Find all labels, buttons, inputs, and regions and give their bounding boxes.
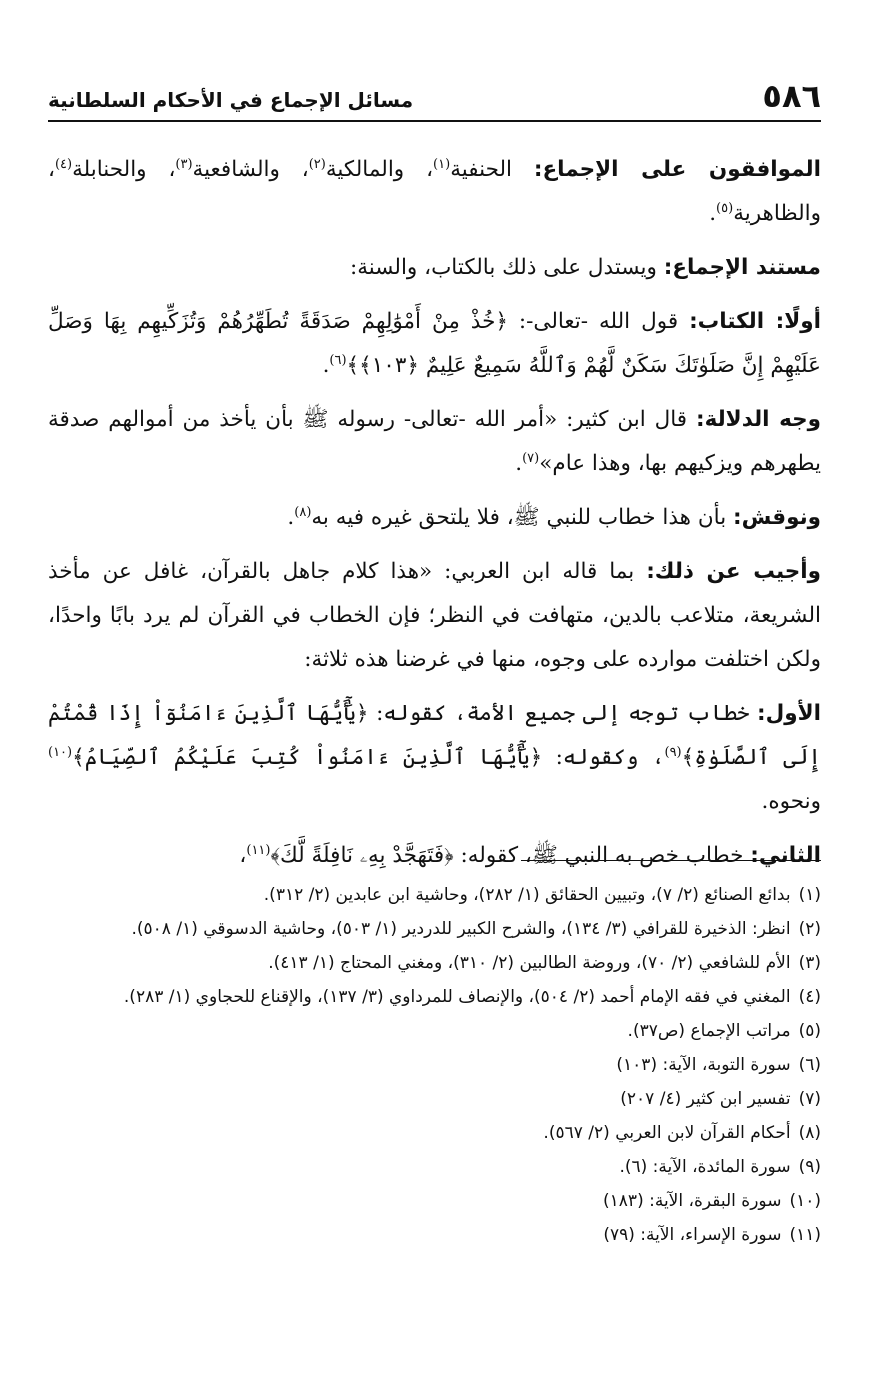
quran-verse: ﴿يَٰٓأَيُّهَا ٱلَّذِينَ ءَامَنُوٓاْ إِذَا قُمْتُمْ إِلَى ٱلصَّلَوٰةِ﴾ <box>48 701 822 770</box>
text: . <box>515 451 523 476</box>
text: . <box>287 505 295 530</box>
text: الحنفية <box>450 157 534 182</box>
footnote-ref: (٤) <box>54 156 73 172</box>
lead-evidence: وجه الدلالة: <box>695 407 822 432</box>
footnote-text: بدائع الصنائع (٢/ ٧)، وتبيين الحقائق (١/ ٢٨٢)، وحاشية ابن عابدين (٢/ ٣١٢). <box>263 885 791 905</box>
footnote-item <box>48 1186 821 1216</box>
lead-book: أولًا: الكتاب: <box>689 309 821 334</box>
main-text <box>48 148 821 888</box>
paragraph-evidence <box>48 398 821 486</box>
text: ، والظاهرية <box>48 157 821 226</box>
footnote-text: تفسير ابن كثير (٤/ ٢٠٧) <box>620 1089 791 1109</box>
footnote-number: (٥) <box>798 1021 821 1041</box>
footnote-number: (٩) <box>798 1157 821 1177</box>
text: خطاب توجه إلى جميع الأمة، كقوله: <box>368 701 757 726</box>
text: ، وكقوله: <box>542 745 665 770</box>
footnote-number: (٤) <box>798 987 821 1007</box>
footnote-ref: (٩) <box>664 744 682 760</box>
lead-objection: ونوقش: <box>733 505 821 530</box>
footnote-number: (٣) <box>798 953 821 973</box>
text: بما قاله ابن العربي: «هذا كلام جاهل بالقرآن، غافل عن مأخذ الشريعة، متلاعب بالدين، متهافت في النظر؛ فإن الخطاب في القرآن لم يرد بابًا واحدًا، ولكن اختلفت موارده على وجوه، منها في غرضنا هذه ثلاثة: <box>48 559 821 672</box>
footnote-ref: (١) <box>433 156 451 172</box>
text: قول الله -تعالى-: <box>507 309 690 334</box>
footnote-number: (٧) <box>798 1089 821 1109</box>
paragraph-objection <box>48 496 821 540</box>
text: . <box>709 201 717 226</box>
footnote-item <box>48 1220 821 1250</box>
paragraph-book <box>48 300 821 388</box>
paragraph-first <box>48 692 821 824</box>
footnote-item <box>48 982 821 1012</box>
paragraph-supporters <box>48 148 821 236</box>
footnote-item <box>48 1016 821 1046</box>
paragraph-second <box>48 834 821 878</box>
quran-verse: ﴿خُذْ مِنْ أَمْوَٰلِهِمْ صَدَقَةً تُطَهِّرُهُمْ وَتُزَكِّيهِم بِهَا وَصَلِّ عَلَيْهِمْ إِنَّ صَلَوٰتَكَ سَكَنٌ لَّهُمْ وَٱللَّهُ سَمِيعٌ عَلِيمٌ ﴿١٠٣﴾﴾ <box>48 309 821 378</box>
lead-second: الثاني: <box>750 843 821 868</box>
footnote-text: الأم للشافعي (٢/ ٧٠)، وروضة الطالبين (٢/ ٣١٠)، ومغني المحتاج (١/ ٤١٣). <box>268 953 791 973</box>
footnote-ref: (٧) <box>522 450 540 466</box>
footnote-ref: (٥) <box>716 200 734 216</box>
text: قال ابن كثير: «أمر الله -تعالى- رسوله ﷺ بأن يأخذ من أموالهم صدقة يطهرهم ويزكيهم بها، وهذا عام» <box>48 407 821 476</box>
footnote-text: سورة البقرة، الآية: (١٨٣) <box>603 1191 782 1211</box>
footnote-text: سورة المائدة، الآية: (٦). <box>619 1157 791 1177</box>
page-header <box>48 77 821 122</box>
text: ، والشافعية <box>192 157 309 182</box>
footnote-number: (٨) <box>798 1123 821 1143</box>
text: خطاب خص به النبي ﷺ، كقوله: <box>453 843 751 868</box>
text: ويستدل على ذلك بالكتاب، والسنة: <box>349 255 664 280</box>
footnote-text: سورة الإسراء، الآية: (٧٩) <box>603 1225 782 1245</box>
footnote-item <box>48 948 821 978</box>
footnote-ref: (١٠) <box>48 744 73 760</box>
footnote-number: (٦) <box>798 1055 821 1075</box>
footnote-number: (٢) <box>798 919 821 939</box>
text: ، <box>239 843 247 868</box>
text: ، والحنابلة <box>72 157 176 182</box>
footnote-item <box>48 914 821 944</box>
quran-verse: ﴿فَتَهَجَّدْ بِهِۦ نَافِلَةً لَّكَ﴾ <box>270 843 454 868</box>
footnote-text: أحكام القرآن لابن العربي (٢/ ٥٦٧). <box>543 1123 791 1143</box>
footnote-ref: (١١) <box>246 842 271 858</box>
footnote-number: (١٠) <box>789 1191 821 1211</box>
footnote-item <box>48 1084 821 1114</box>
footnote-text: مراتب الإجماع (ص٣٧). <box>627 1021 791 1041</box>
footnote-item <box>48 880 821 910</box>
footnote-item <box>48 1118 821 1148</box>
footnote-item <box>48 1152 821 1182</box>
lead-first: الأول: <box>757 701 821 726</box>
page-number: ٥٨٦ <box>762 77 821 115</box>
footnote-text: المغني في فقه الإمام أحمد (٢/ ٥٠٤)، والإنصاف للمرداوي (٣/ ١٣٧)، والإقناع للحجاوي (١/ ٢٨٣). <box>123 987 791 1007</box>
footnote-number: (١) <box>798 885 821 905</box>
footnote-ref: (٣) <box>175 156 193 172</box>
footnote-ref: (٦) <box>329 352 347 368</box>
lead-basis: مستند الإجماع: <box>663 255 821 280</box>
text: بأن هذا خطاب للنبي ﷺ، فلا يلتحق غيره فيه به <box>311 505 734 530</box>
paragraph-basis <box>48 246 821 290</box>
footnote-item <box>48 1050 821 1080</box>
text: ونحوه. <box>761 789 821 814</box>
footnote-ref: (٨) <box>294 504 312 520</box>
paragraph-response <box>48 550 821 682</box>
quran-verse: ﴿يَٰٓأَيُّهَا ٱلَّذِينَ ءَامَنُواْ كُتِبَ عَلَيْكُمُ ٱلصِّيَامُ﴾ <box>72 745 543 770</box>
footnote-ref: (٢) <box>308 156 326 172</box>
lead-response: وأجيب عن ذلك: <box>646 559 821 584</box>
running-title: مسائل الإجماع في الأحكام السلطانية <box>48 88 414 112</box>
footnote-divider <box>521 860 821 861</box>
footnote-number: (١١) <box>789 1225 821 1245</box>
footnotes <box>48 880 821 1254</box>
footnote-text: سورة التوبة، الآية: (١٠٣) <box>616 1055 791 1075</box>
text: . <box>322 353 330 378</box>
footnote-text: انظر: الذخيرة للقرافي (٣/ ١٣٤)، والشرح الكبير للدردير (١/ ٥٠٣)، وحاشية الدسوقي (١/ ٥٠٨). <box>131 919 791 939</box>
text: ، والمالكية <box>325 157 434 182</box>
lead-supporters: الموافقون على الإجماع: <box>533 157 821 182</box>
